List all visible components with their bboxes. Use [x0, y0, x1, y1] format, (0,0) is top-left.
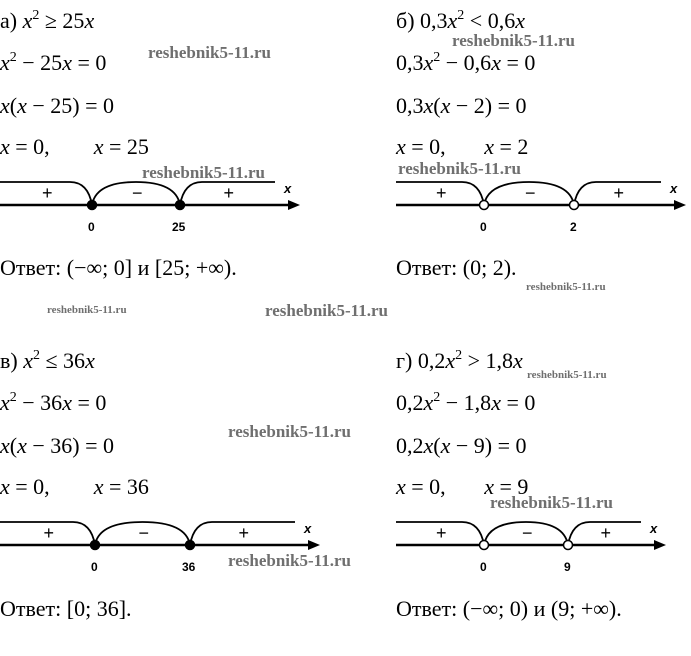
problem-a-answer: Ответ: (−∞; 0] и [25; +∞).	[0, 255, 237, 280]
number-line-svg	[396, 170, 686, 240]
axis-variable-label: x	[650, 521, 658, 536]
problem-a-line-4	[0, 136, 149, 158]
math-text: ≤ 36	[39, 348, 86, 373]
variable: x	[396, 474, 406, 499]
variable: x	[0, 50, 10, 75]
math-text: − 36	[16, 390, 63, 415]
open-point	[480, 201, 489, 210]
axis-arrow	[654, 540, 666, 550]
math-text: = 9	[493, 474, 529, 499]
watermark: reshebnik5-11.ru	[527, 369, 607, 381]
variable: x	[440, 93, 451, 118]
variable: x	[423, 93, 434, 118]
watermark: reshebnik5-11.ru	[228, 551, 351, 570]
math-text: = 0,	[9, 134, 94, 159]
math-text: 0,3	[396, 50, 424, 75]
problem-v	[0, 340, 340, 640]
exponent: 2	[9, 390, 17, 405]
axis-variable-label: x	[670, 181, 678, 196]
point-label: 9	[564, 560, 571, 574]
math-text: (	[433, 433, 441, 458]
math-text: > 1,8	[462, 348, 514, 373]
filled-point	[176, 201, 185, 210]
watermark: reshebnik5-11.ru	[47, 304, 127, 316]
problem-g	[396, 340, 691, 640]
variable: x	[513, 348, 523, 373]
open-point	[564, 541, 573, 550]
variable: x	[0, 134, 10, 159]
problem-v-line-4	[0, 476, 149, 498]
variable: x	[0, 433, 10, 458]
variable: x	[0, 390, 10, 415]
math-text: = 2	[493, 134, 529, 159]
interval-sign: −	[522, 523, 533, 543]
problem-v-line-1	[0, 350, 95, 372]
math-text: ≥ 25	[39, 8, 85, 33]
problem-a-line-1	[0, 10, 94, 32]
problem-b-line-3	[396, 95, 527, 117]
math-text: = 0,	[9, 474, 94, 499]
math-text: − 36) = 0	[26, 433, 114, 458]
math-text: − 25	[16, 50, 63, 75]
problem-g-line-1	[396, 350, 523, 372]
math-text: (	[9, 93, 18, 118]
problem-label: г)	[396, 348, 418, 373]
watermark: reshebnik5-11.ru	[398, 159, 521, 178]
exponent: 2	[457, 8, 465, 23]
variable: x	[484, 134, 494, 159]
math-text: (	[9, 433, 18, 458]
variable: x	[491, 390, 501, 415]
math-text: = 0,	[405, 134, 485, 159]
watermark: reshebnik5-11.ru	[265, 301, 388, 320]
watermark: reshebnik5-11.ru	[228, 422, 351, 441]
interval-sign: +	[613, 183, 625, 203]
interval-sign: −	[138, 523, 150, 543]
math-text: 0,2	[396, 433, 424, 458]
open-point	[480, 541, 489, 550]
number-line-svg	[396, 510, 666, 580]
math-text: 0,3	[396, 93, 424, 118]
math-text: = 0	[71, 50, 107, 75]
problem-v-line-2	[0, 392, 106, 414]
variable: x	[515, 8, 525, 33]
math-text: − 2) = 0	[450, 93, 527, 118]
variable: x	[17, 433, 27, 458]
problem-b-line-4	[396, 136, 528, 158]
filled-point	[91, 541, 100, 550]
interval-sign: +	[42, 183, 53, 203]
variable: x	[423, 50, 434, 75]
math-text: − 0,6	[440, 50, 492, 75]
problem-label: в)	[0, 348, 24, 373]
math-text: 0,2	[396, 390, 424, 415]
exponent: 2	[433, 50, 441, 65]
problem-g-number-line	[396, 510, 666, 585]
variable: x	[17, 93, 27, 118]
open-point	[570, 201, 579, 210]
problem-g-line-3	[396, 435, 527, 457]
watermark: reshebnik5-11.ru	[148, 43, 271, 62]
problem-b-answer: Ответ: (0; 2).	[396, 255, 517, 280]
exponent: 2	[32, 348, 40, 363]
watermark: reshebnik5-11.ru	[526, 281, 606, 293]
math-text: = 0,	[405, 474, 485, 499]
variable: x	[423, 390, 434, 415]
problem-g-line-2	[396, 392, 535, 414]
variable: x	[396, 134, 406, 159]
point-label: 0	[480, 220, 487, 234]
point-label: 36	[182, 560, 196, 574]
math-text: 0,2	[417, 348, 446, 373]
exponent: 2	[9, 50, 17, 65]
math-text: = 25	[103, 134, 149, 159]
axis-arrow	[308, 540, 320, 550]
variable: x	[484, 474, 494, 499]
filled-point	[88, 201, 97, 210]
problem-v-answer: Ответ: [0; 36].	[0, 596, 132, 621]
math-text: = 36	[103, 474, 149, 499]
point-label: 0	[91, 560, 98, 574]
math-text: − 9) = 0	[450, 433, 527, 458]
variable: x	[491, 50, 501, 75]
math-text: = 0	[71, 390, 107, 415]
variable: x	[62, 50, 72, 75]
interval-sign: +	[43, 523, 55, 543]
math-text: = 0	[500, 390, 536, 415]
exponent: 2	[455, 348, 463, 363]
problem-b-line-2	[396, 52, 535, 74]
exponent: 2	[433, 390, 441, 405]
problem-a-line-3	[0, 95, 114, 117]
watermark: reshebnik5-11.ru	[142, 163, 265, 182]
point-label: 25	[172, 220, 186, 234]
variable: x	[0, 474, 10, 499]
interval-sign: −	[525, 183, 536, 203]
axis-variable-label: x	[304, 521, 312, 536]
axis-arrow	[674, 200, 686, 210]
interval-sign: +	[436, 183, 447, 203]
point-label: 0	[88, 220, 95, 234]
math-text: < 0,6	[464, 8, 516, 33]
problem-label: б)	[396, 8, 421, 33]
math-text: − 25) = 0	[26, 93, 114, 118]
problem-v-line-3	[0, 435, 114, 457]
math-text: − 1,8	[440, 390, 492, 415]
interval-sign: +	[436, 523, 447, 543]
variable: x	[445, 348, 456, 373]
variable: x	[62, 390, 72, 415]
problem-label: а)	[0, 8, 23, 33]
point-label: 2	[570, 220, 577, 234]
variable: x	[423, 433, 434, 458]
point-label: 0	[480, 560, 487, 574]
variable: x	[0, 93, 10, 118]
variable: x	[22, 8, 33, 33]
interval-sign: −	[132, 183, 143, 203]
variable: x	[85, 348, 95, 373]
watermark: reshebnik5-11.ru	[490, 493, 613, 512]
interval-sign: +	[600, 523, 612, 543]
variable: x	[440, 433, 451, 458]
variable: x	[84, 8, 95, 33]
problem-g-answer: Ответ: (−∞; 0) и (9; +∞).	[396, 596, 622, 621]
variable: x	[447, 8, 458, 33]
math-text: = 0	[500, 50, 536, 75]
math-text: (	[433, 93, 441, 118]
interval-sign: +	[223, 183, 235, 203]
variable: x	[93, 134, 104, 159]
interval-sign: +	[238, 523, 250, 543]
exponent: 2	[32, 8, 40, 23]
axis-arrow	[288, 200, 300, 210]
variable: x	[93, 474, 104, 499]
problem-b-line-1	[396, 10, 525, 32]
watermark: reshebnik5-11.ru	[452, 31, 575, 50]
problem-a-line-2	[0, 52, 106, 74]
axis-variable-label: x	[284, 181, 292, 196]
math-text: 0,3	[420, 8, 448, 33]
problem-b-number-line	[396, 170, 686, 245]
filled-point	[186, 541, 195, 550]
variable: x	[23, 348, 33, 373]
problem-v-number-line	[0, 510, 320, 585]
